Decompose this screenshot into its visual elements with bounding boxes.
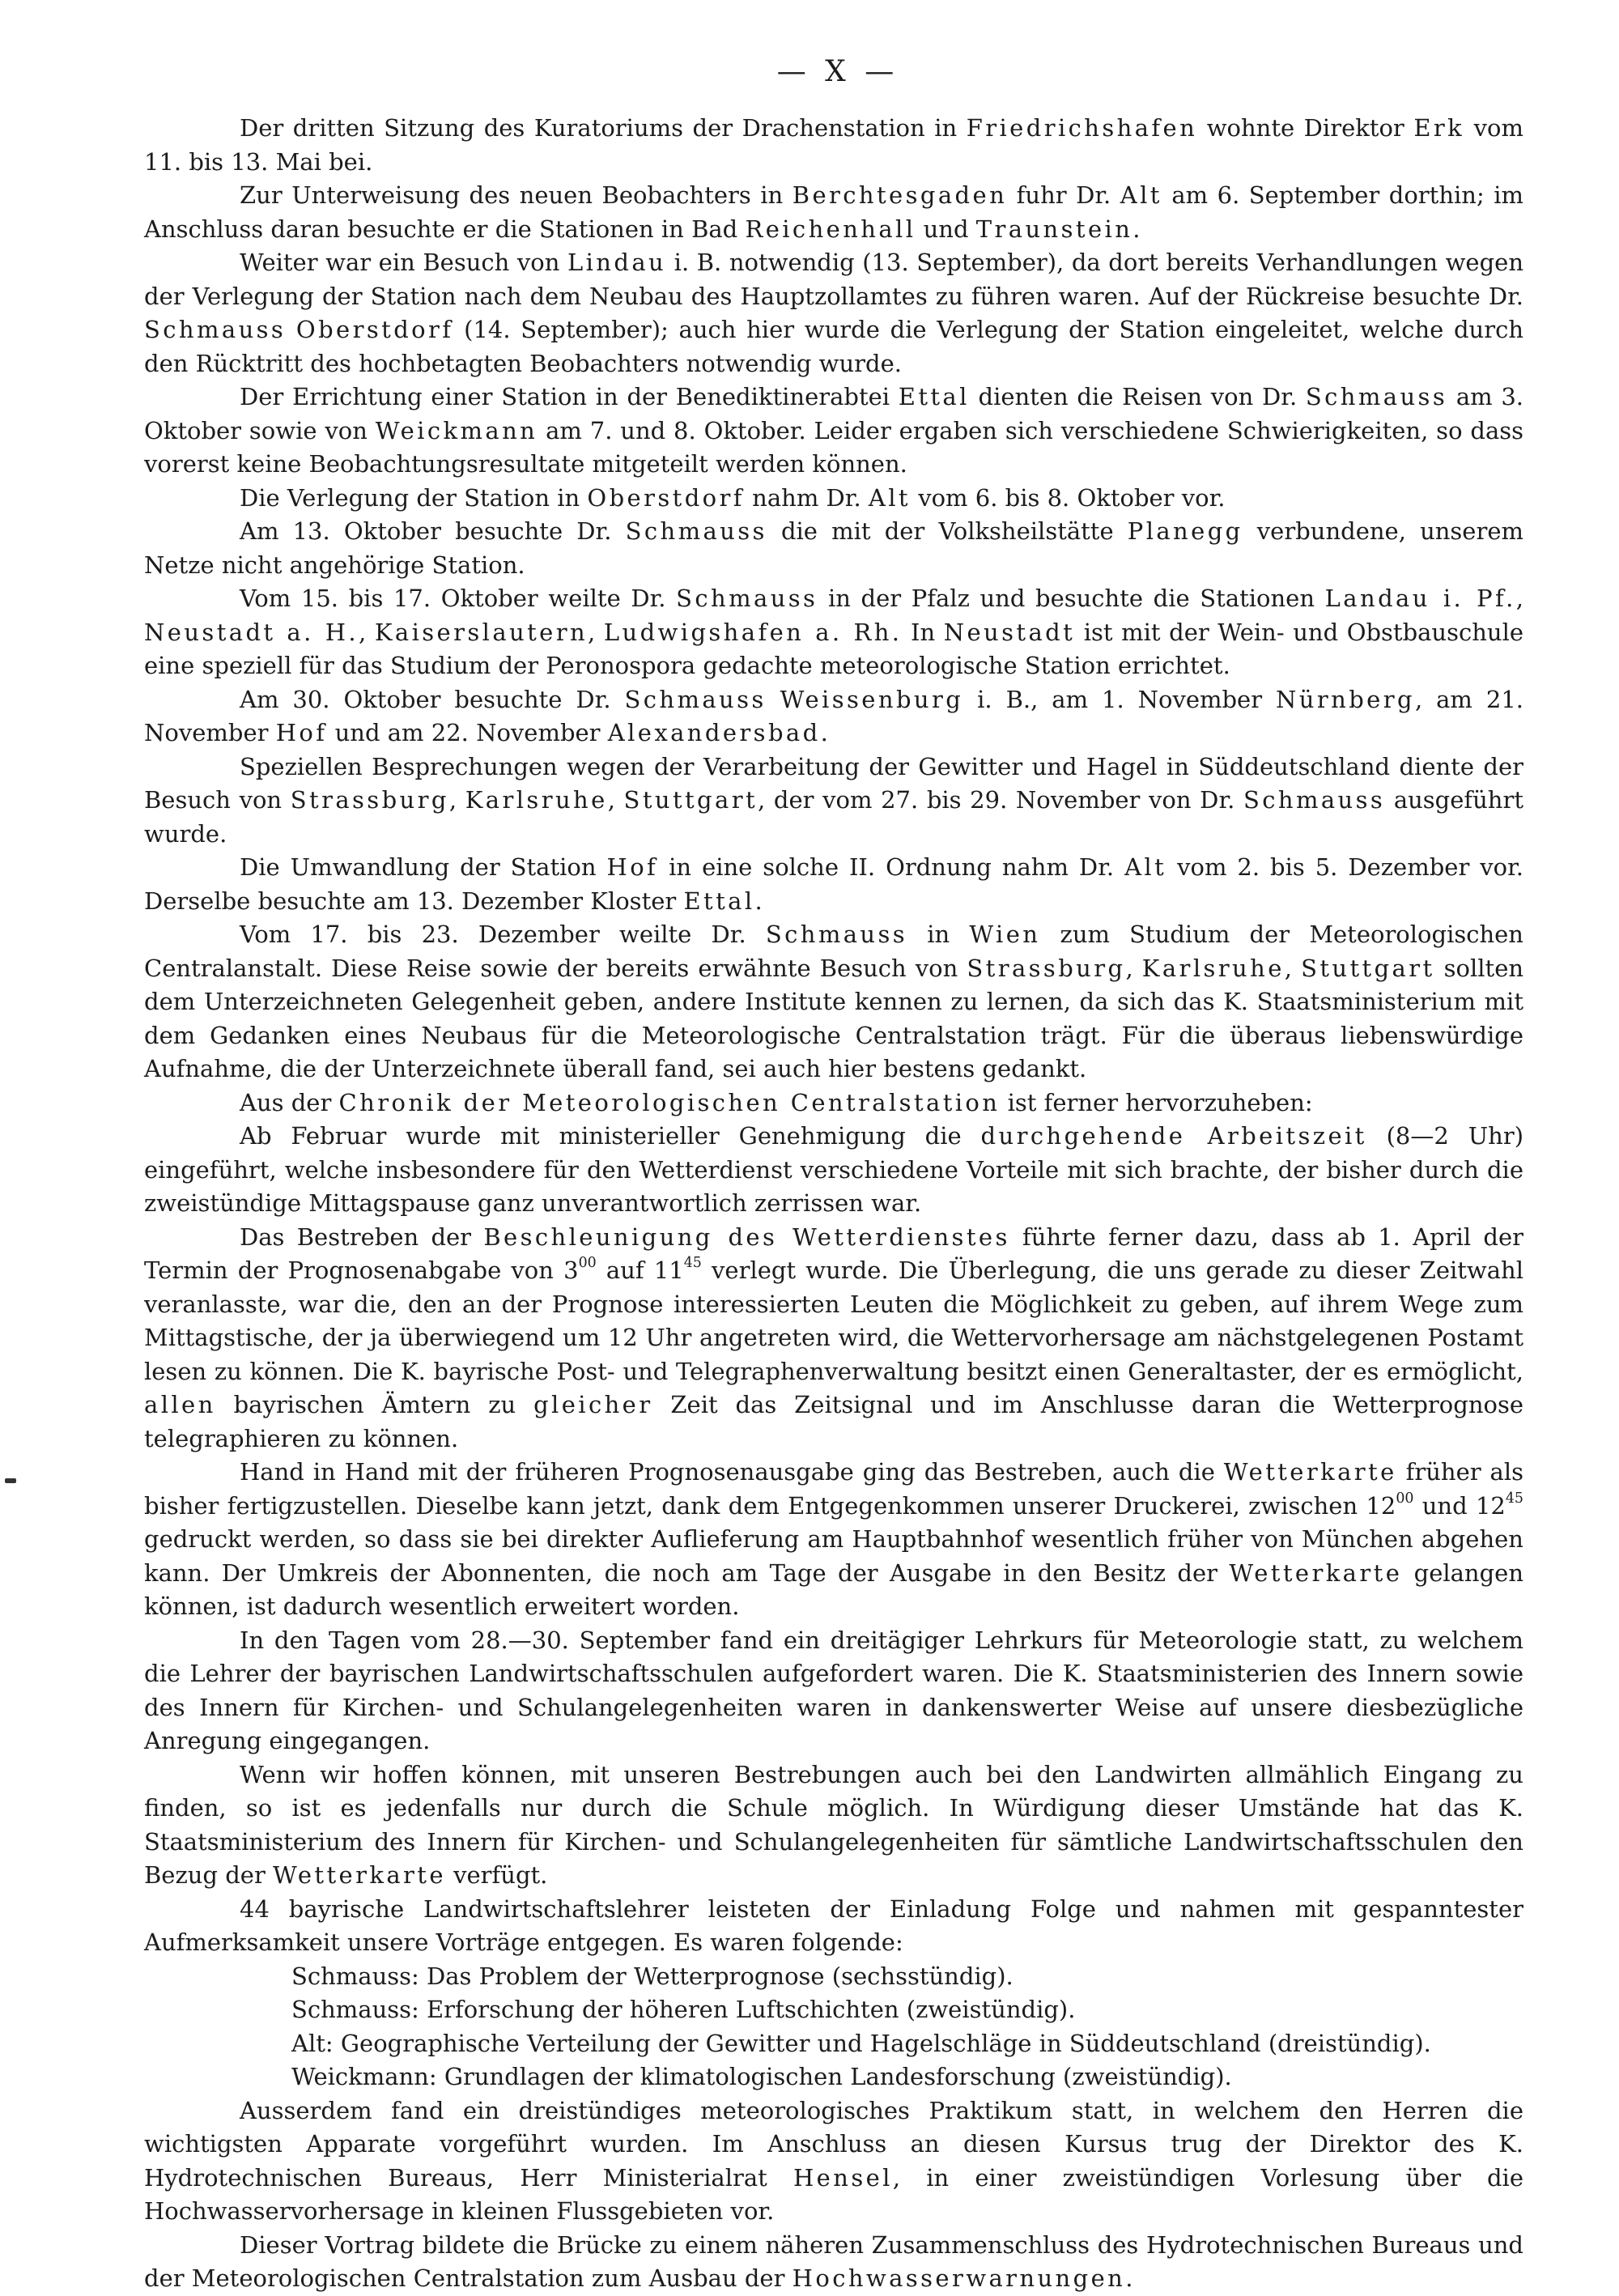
page-number: — X — (776, 55, 899, 88)
paragraph: Am 30. Oktober besuchte Dr. Schmauss Weissenburg i. B., am 1. November Nürnberg, am 21. November Hof und am 22. November Alexandersbad. (144, 685, 1523, 746)
paragraph: Hand in Hand mit der früheren Prognosenausgabe ging das Bestreben, auch die Wetterkarte früher als bisher fertigzustellen. Dieselbe kann jetzt, dank dem Entgegenkommen unserer Druckerei, zwischen $12^{00}$ und $12^{45}$ gedruckt werden, so dass sie bei direkter Auflieferung am Hauptbahnhof wesentlich früher von München abgehen kann. Der Umkreis der Abonnenten, die noch am Tage der Ausgabe in den Besitz der Wetterkarte gelangen können, ist dadurch wesentlich erweitert worden. (144, 1458, 1523, 1620)
paragraph: 44 bayrische Landwirtschaftslehrer leisteten der Einladung Folge und nahmen mit gespanntester Aufmerksamkeit unsere Vorträge entgegen. Es waren folgende: (144, 1894, 1523, 1956)
paragraph: Die Verlegung der Station in Oberstdorf nahm Dr. Alt vom 6. bis 8. Oktober vor. (240, 483, 1226, 512)
paragraph: Vom 17. bis 23. Dezember weilte Dr. Schmauss in Wien zum Studium der Meteorologischen Centralanstalt. Diese Reise sowie der bereits erwähnte Besuch von Strassburg, Karlsruhe, Stuttgart sollten dem Unterzeichneten Gelegenheit geben, andere Institute kennen zu lernen, da sich das K. Staatsministerium mit dem Gedanken eines Neubaus für die Meteorologische Centralstation trägt. Für die überaus liebenswürdige Aufnahme, die der Unterzeichnete überall fand, sei auch hier bestens gedankt. (144, 921, 1524, 1082)
paragraph: Die Umwandlung der Station Hof in eine solche II. Ordnung nahm Dr. Alt vom 2. bis 5. Dezember vor. Derselbe besuchte am 13. Dezember Kloster Ettal. (144, 853, 1524, 915)
paragraph: Ab Februar wurde mit ministerieller Genehmigung die durchgehende Arbeitszeit (8—2 Uhr) eingeführt, welche insbesondere für den Wetterdienst verschiedene Vorteile mit sich brachte, der bisher durch die zweistündige Mittagspause ganz unverantwortlich zerrissen war. (144, 1122, 1524, 1217)
lecture-list (144, 1960, 1523, 2094)
paragraph: Ausserdem fand ein dreistündiges meteorologisches Praktikum statt, in welchem den Herren die wichtigsten Apparate vorgeführt wurden. Im Anschluss an diesen Kursus trug der Direktor des K. Hydrotechnischen Bureaus, Herr Ministerialrat Hensel, in einer zweistündigen Vorlesung über die Hochwasservorhersage in kleinen Flussgebieten vor. (144, 2096, 1523, 2225)
lecture-item: Schmauss: Erforschung der höheren Luftschichten (zweistündig). (291, 1996, 1076, 2023)
paragraph: Der dritten Sitzung des Kuratoriums der Drachenstation in Friedrichshafen wohnte Direktor Erk vom 11. bis 13. Mai bei. (144, 114, 1523, 176)
lecture-item: Schmauss: Das Problem der Wetterprognose (sechsstündig). (291, 1962, 1013, 1990)
paragraph: Der Errichtung einer Station in der Benediktinerabtei Ettal dienten die Reisen von Dr. Schmauss am 3. Oktober sowie von Weickmann am 7. und 8. Oktober. Leider ergaben sich verschiedene Schwierigkeiten, so dass vorerst keine Beobachtungsresultate mitgeteilt werden können. (144, 383, 1524, 478)
paragraph: Dieser Vortrag bildete die Brücke zu einem näheren Zusammenschluss des Hydrotechnischen Bureaus und der Meteorologischen Centralstation zum Ausbau der Hochwasserwarnungen. (144, 2230, 1523, 2292)
paragraph: Das Bestreben der Beschleunigung des Wetterdienstes führte ferner dazu, dass ab 1. April der Termin der Prognosenabgabe von $3^{00}$ auf $11^{45}$ verlegt wurde. Die Überlegung, die uns gerade zu dieser Zeitwahl veranlasste, war die, den an der Prognose interessierten Leuten die Möglichkeit zu geben, auf ihrem Wege zum Mittagstische, der ja überwiegend um 12 Uhr angetreten wird, die Wettervorhersage am nächstgelegenen Postamt lesen zu können. Die K. bayrische Post- und Telegraphenverwaltung besitzt einen Generaltaster, der es ermöglicht, allen bayrischen Ämtern zu gleicher Zeit das Zeitsignal und im Anschlusse daran die Wetterprognose telegraphieren zu können. (144, 1222, 1523, 1452)
scan-artifact-mark (5, 1478, 16, 1483)
paragraph: In den Tagen vom 28.—30. September fand ein dreitägiger Lehrkurs für Meteorologie statt, zu welchem die Lehrer der bayrischen Landwirtschaftsschulen aufgefordert waren. Die K. Staatsministerien des Innern sowie des Innern für Kirchen- und Schulangelegenheiten waren in dankenswerter Weise auf unsere diesbezügliche Anregung eingegangen. (144, 1626, 1523, 1754)
paragraph: Aus der Chronik der Meteorologischen Centralstation ist ferner hervorzuheben: (240, 1088, 1313, 1116)
lecture-item: Weickmann: Grundlagen der klimatologischen Landesforschung (zweistündig). (291, 2063, 1232, 2090)
lecture-item: Alt: Geographische Verteilung der Gewitter und Hagelschläge in Süddeutschland (dreistündig). (291, 2029, 1431, 2057)
paragraph: Vom 15. bis 17. Oktober weilte Dr. Schmauss in der Pfalz und besuchte die Stationen Landau i. Pf., Neustadt a. H., Kaiserslautern, Ludwigshafen a. Rh. In Neustadt ist mit der Wein- und Obstbauschule eine speziell für das Studium der Peronospora gedachte meteorologische Station errichtet. (144, 585, 1524, 679)
body-text (144, 112, 1523, 2296)
paragraph: Am 13. Oktober besuchte Dr. Schmauss die mit der Volksheilstätte Planegg verbundene, unserem Netze nicht angehörige Station. (144, 517, 1523, 579)
paragraph: Zur Unterweisung des neuen Beobachters in Berchtesgaden fuhr Dr. Alt am 6. September dorthin; im Anschluss daran besuchte er die Stationen in Bad Reichenhall und Traunstein. (144, 181, 1523, 243)
paragraph: Weiter war ein Besuch von Lindau i. B. notwendig (13. September), da dort bereits Verhandlungen wegen der Verlegung der Station nach dem Neubau des Hauptzollamtes zu führen waren. Auf der Rückreise besuchte Dr. Schmauss Oberstdorf (14. September); auch hier wurde die Verlegung der Station eingeleitet, welche durch den Rücktritt des hochbetagten Beobachters notwendig wurde. (144, 249, 1524, 377)
paragraph: Speziellen Besprechungen wegen der Verarbeitung der Gewitter und Hagel in Süddeutschland diente der Besuch von Strassburg, Karlsruhe, Stuttgart, der vom 27. bis 29. November von Dr. Schmauss ausgeführt wurde. (144, 752, 1523, 848)
paragraph: Wenn wir hoffen können, mit unseren Bestrebungen auch bei den Landwirten allmählich Eingang zu finden, so ist es jedenfalls nur durch die Schule möglich. In Würdigung dieser Umstände hat das K. Staatsministerium des Innern für Kirchen- und Schulangelegenheiten für sämtliche Landwirtschaftsschulen den Bezug der Wetterkarte verfügt. (144, 1760, 1523, 1889)
